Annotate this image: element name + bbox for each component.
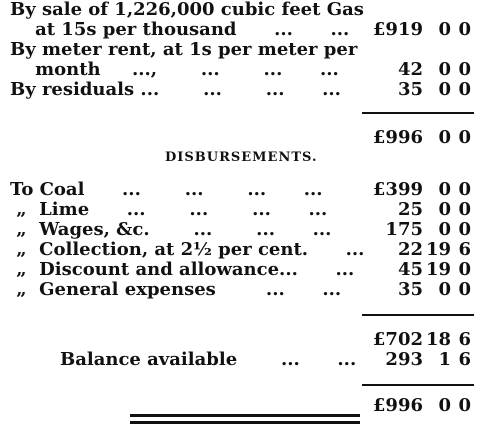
disbursement-total-pence: 6	[458, 329, 471, 350]
disbursement-amount-pence: 0	[458, 259, 471, 280]
receipt-amount-pence: 0	[458, 79, 471, 100]
final-total-shillings: 0	[438, 395, 451, 416]
balance-amount-pence: 6	[458, 349, 471, 370]
receipt-amount-shillings: 0	[438, 79, 451, 100]
receipt-amount-shillings: 0	[438, 59, 451, 80]
double-rule-top	[130, 414, 360, 417]
receipt-total-shillings: 0	[438, 127, 451, 148]
disbursement-line: „ Discount and allowance... ...	[10, 259, 355, 280]
disbursement-amount-pounds: 22	[397, 239, 423, 260]
disbursement-amount-pounds: 175	[385, 219, 423, 240]
receipt-amount-pounds: £919	[372, 19, 423, 40]
disbursement-amount-pounds: 35	[397, 279, 423, 300]
balance-label: Balance available ... ...	[60, 349, 357, 370]
disbursement-line: To Coal ... ... ... ...	[10, 179, 323, 200]
final-rule	[362, 384, 474, 386]
disbursements-heading: DISBURSEMENTS.	[165, 150, 318, 165]
disbursement-amount-pence: 6	[458, 239, 471, 260]
disbursement-amount-shillings: 0	[438, 179, 451, 200]
disbursement-total-pounds: £702	[372, 329, 423, 350]
final-total-pence: 0	[458, 395, 471, 416]
balance-amount-pounds: 293	[385, 349, 423, 370]
disbursement-amount-shillings: 19	[425, 239, 451, 260]
double-rule-bottom	[130, 421, 360, 424]
receipt-line: at 15s per thousand ... ...	[10, 19, 350, 40]
balance-amount-shillings: 1	[438, 349, 451, 370]
disbursement-amount-pounds: 25	[397, 199, 423, 220]
disbursement-line: „ Collection, at 2½ per cent. ...	[10, 239, 365, 260]
disbursement-amount-pence: 0	[458, 279, 471, 300]
receipt-amount-pence: 0	[458, 19, 471, 40]
disbursement-total-shillings: 18	[425, 329, 451, 350]
disbursement-amount-pounds: £399	[372, 179, 423, 200]
disbursement-line: „ Wages, &c. ... ... ...	[10, 219, 332, 240]
receipt-total-pounds: £996	[372, 127, 423, 148]
total-rule	[362, 112, 474, 114]
receipt-amount-pence: 0	[458, 59, 471, 80]
disbursement-amount-shillings: 0	[438, 219, 451, 240]
receipt-line: By meter rent, at 1s per meter per	[10, 39, 358, 60]
disbursement-line: „ General expenses ... ...	[10, 279, 342, 300]
disbursement-amount-pounds: 45	[397, 259, 423, 280]
disbursement-amount-pence: 0	[458, 199, 471, 220]
disbursement-amount-pence: 0	[458, 219, 471, 240]
receipt-line: By sale of 1,226,000 cubic feet Gas	[10, 0, 364, 20]
receipt-amount-pounds: 42	[397, 59, 423, 80]
receipt-amount-pounds: 35	[397, 79, 423, 100]
receipt-amount-shillings: 0	[438, 19, 451, 40]
disbursement-amount-pence: 0	[458, 179, 471, 200]
receipt-line: By residuals ... ... ... ...	[10, 79, 341, 100]
receipt-total-pence: 0	[458, 127, 471, 148]
disbursement-amount-shillings: 19	[425, 259, 451, 280]
subtotal-rule	[362, 314, 474, 316]
disbursement-amount-shillings: 0	[438, 199, 451, 220]
disbursement-amount-shillings: 0	[438, 279, 451, 300]
receipt-line: month ..., ... ... ...	[10, 59, 339, 80]
disbursement-line: „ Lime ... ... ... ...	[10, 199, 328, 220]
final-total-pounds: £996	[372, 395, 423, 416]
